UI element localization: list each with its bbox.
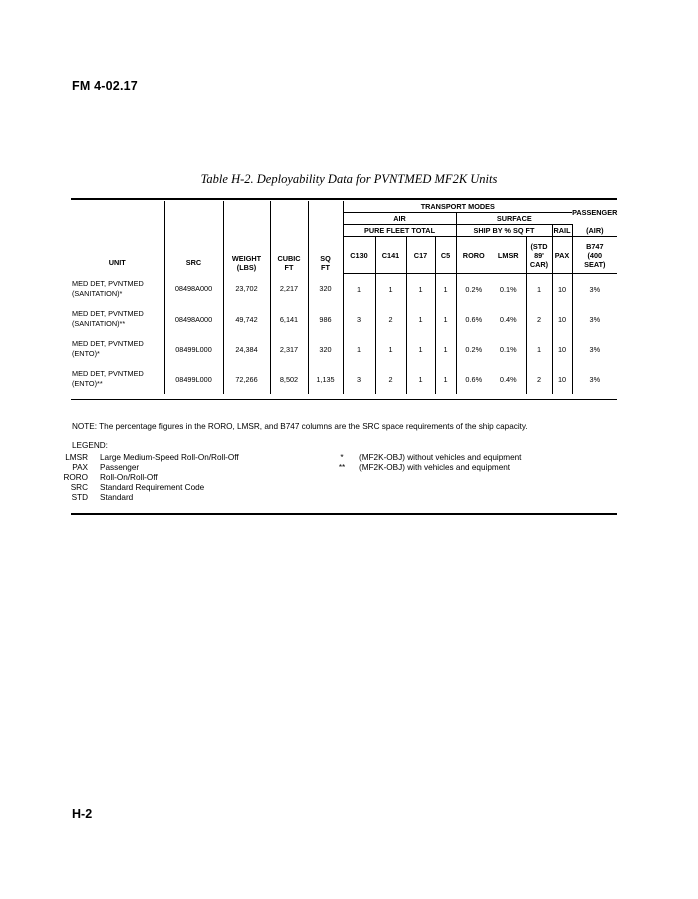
unit-name: MED DET, PVNTMED: [72, 309, 144, 318]
c130-cell: 1: [343, 334, 375, 364]
cubic-cell: 2,217: [270, 274, 308, 305]
sqft-label: SQ: [320, 253, 331, 263]
transport-modes-header: TRANSPORT MODES: [343, 201, 572, 213]
c17-cell: 1: [406, 274, 435, 305]
roro-cell: 0.2%: [465, 344, 483, 354]
weight-cell: 23,702: [223, 274, 270, 305]
legend-abbr: LMSR: [65, 453, 88, 462]
col-header-c5: C5: [435, 237, 456, 274]
legend-text: Passenger: [100, 463, 140, 472]
c5-cell: 1: [435, 274, 456, 305]
unit-name: MED DET, PVNTMED: [72, 369, 144, 378]
src-cell: 08499L000: [164, 334, 223, 364]
legend-abbr: RORO: [63, 473, 88, 482]
b747-cell: 3%: [589, 374, 601, 384]
rail-cell: 2: [526, 364, 552, 394]
src-cell: 08498A000: [164, 304, 223, 334]
sqft-cell: 986: [308, 304, 343, 334]
air-header: AIR: [343, 213, 456, 225]
table-row: [71, 274, 617, 305]
cubic-cell: 2,317: [270, 334, 308, 364]
legend-abbreviations: [55, 453, 239, 503]
legend-text: (MF2K-OBJ) with vehicles and equipment: [359, 463, 511, 472]
cubic-unit: FT: [284, 262, 294, 272]
weight-cell: 24,384: [223, 334, 270, 364]
pax-cell: 10: [552, 364, 572, 394]
lmsr-cell: 0.1%: [491, 274, 526, 305]
col-header-c141: C141: [375, 237, 406, 274]
lmsr-cell: 0.4%: [491, 364, 526, 394]
sqft-cell: 320: [308, 274, 343, 305]
col-header-roro: RORO: [462, 250, 485, 260]
legend-text: Large Medium-Speed Roll-On/Roll-Off: [100, 453, 239, 462]
cubic-cell: 6,141: [270, 304, 308, 334]
rail-cell: 1: [526, 274, 552, 305]
legend-text: Roll-On/Roll-Off: [100, 473, 158, 482]
c141-cell: 1: [375, 334, 406, 364]
b747-label: B747: [586, 241, 604, 251]
passenger-header: PASSENGER: [572, 208, 618, 218]
pax-cell: 10: [552, 274, 572, 305]
legend-text: Standard: [100, 493, 134, 502]
legend-item: [333, 453, 521, 463]
col-header-pax: PAX: [552, 237, 572, 274]
col-header-weight: [223, 201, 270, 274]
c17-cell: 1: [406, 304, 435, 334]
table-row: [71, 304, 617, 334]
col-header-src: SRC: [164, 201, 223, 274]
src-cell: 08498A000: [164, 274, 223, 305]
roro-cell: 0.6%: [465, 314, 483, 324]
rail-cell: 2: [526, 304, 552, 334]
col-header-unit: UNIT: [71, 201, 164, 274]
table-caption: Table H-2. Deployability Data for PVNTMED MF2K Units: [200, 172, 498, 186]
table-note: NOTE: The percentage figures in the RORO, LMSR, and B747 columns are the SRC space requirements of the ship capacity.: [72, 422, 528, 431]
col-header-b747: [572, 237, 617, 274]
page-number: H-2: [72, 807, 93, 821]
table-row: [71, 334, 617, 364]
c141-cell: 2: [375, 304, 406, 334]
weight-cell: 72,266: [223, 364, 270, 394]
b747-seat-a: (400: [587, 250, 603, 260]
unit-name: MED DET, PVNTMED: [72, 278, 144, 288]
surface-header: SURFACE: [456, 213, 572, 225]
sqft-unit: FT: [321, 262, 330, 272]
weight-cell: 49,742: [223, 304, 270, 334]
roro-cell: 0.6%: [465, 374, 483, 384]
col-header-std: [526, 237, 552, 274]
c141-cell: 1: [375, 274, 406, 305]
legend-symbol: **: [338, 463, 346, 472]
sqft-cell: 320: [308, 334, 343, 364]
std-label: (STD: [530, 241, 548, 251]
pure-fleet-header: PURE FLEET TOTAL: [343, 225, 456, 237]
std-size: 89': [534, 250, 544, 260]
rail-cell: 1: [526, 334, 552, 364]
weight-label: WEIGHT: [231, 253, 262, 263]
col-header-sqft: [308, 201, 343, 274]
air-paren-header: (AIR): [572, 225, 617, 237]
legend-text: (MF2K-OBJ) without vehicles and equipment: [359, 453, 522, 462]
legend-item: [55, 453, 239, 463]
table-bottom-rule: [71, 399, 617, 400]
col-header-cubic: [270, 201, 308, 274]
section-end-rule: [71, 513, 617, 515]
legend-abbr: SRC: [70, 483, 88, 492]
col-header-lmsr: LMSR: [497, 250, 519, 260]
src-cell: 08499L000: [164, 364, 223, 394]
cubic-label: CUBIC: [277, 253, 301, 263]
legend-abbr: PAX: [72, 463, 88, 472]
legend-abbr: STD: [71, 493, 88, 502]
legend-item: [333, 463, 521, 473]
pax-cell: 10: [552, 304, 572, 334]
b747-seat-b: SEAT): [584, 259, 606, 269]
legend-symbols: [333, 453, 521, 473]
c130-cell: 1: [343, 274, 375, 305]
unit-name: MED DET, PVNTMED: [72, 339, 144, 348]
b747-cell: 3%: [589, 344, 601, 354]
b747-cell: 3%: [589, 314, 601, 324]
unit-variant: (SANITATION)**: [72, 319, 126, 328]
col-header-c130: C130: [343, 237, 375, 274]
roro-cell: 0.2%: [465, 284, 483, 294]
c17-cell: 1: [406, 334, 435, 364]
c5-cell: 1: [435, 304, 456, 334]
roro-lmsr-header: [456, 237, 526, 274]
legend-item: [55, 493, 239, 503]
legend-item: [55, 483, 239, 493]
c130-cell: 3: [343, 304, 375, 334]
c141-cell: 2: [375, 364, 406, 394]
legend-text: Standard Requirement Code: [100, 483, 205, 492]
legend-item: [55, 473, 239, 483]
legend-item: [55, 463, 239, 473]
lmsr-cell: 0.1%: [491, 334, 526, 364]
table-top-rule: [71, 198, 617, 200]
unit-cell: [71, 364, 164, 394]
c5-cell: 1: [435, 364, 456, 394]
unit-variant: (ENTO)**: [72, 379, 103, 388]
pax-cell: 10: [552, 334, 572, 364]
unit-cell: [71, 274, 164, 305]
c17-cell: 1: [406, 364, 435, 394]
col-header-c17: C17: [406, 237, 435, 274]
c130-cell: 3: [343, 364, 375, 394]
cubic-cell: 8,502: [270, 364, 308, 394]
ship-by-header: SHIP BY % SQ FT: [456, 225, 552, 237]
unit-cell: [71, 334, 164, 364]
b747-cell: 3%: [589, 284, 601, 294]
weight-unit: (LBS): [236, 262, 257, 272]
sqft-cell: 1,135: [308, 364, 343, 394]
rail-header: RAIL: [553, 226, 571, 235]
document-id: FM 4-02.17: [72, 79, 138, 93]
lmsr-cell: 0.4%: [491, 304, 526, 334]
unit-variant: (ENTO)*: [72, 349, 100, 358]
deployability-table: [71, 201, 617, 394]
std-car: CAR): [529, 259, 549, 269]
c5-cell: 1: [435, 334, 456, 364]
table-row: [71, 364, 617, 394]
legend-symbol: *: [340, 453, 344, 462]
legend-title: LEGEND:: [72, 441, 108, 450]
unit-variant: (SANITATION)*: [72, 288, 123, 298]
unit-cell: [71, 304, 164, 334]
